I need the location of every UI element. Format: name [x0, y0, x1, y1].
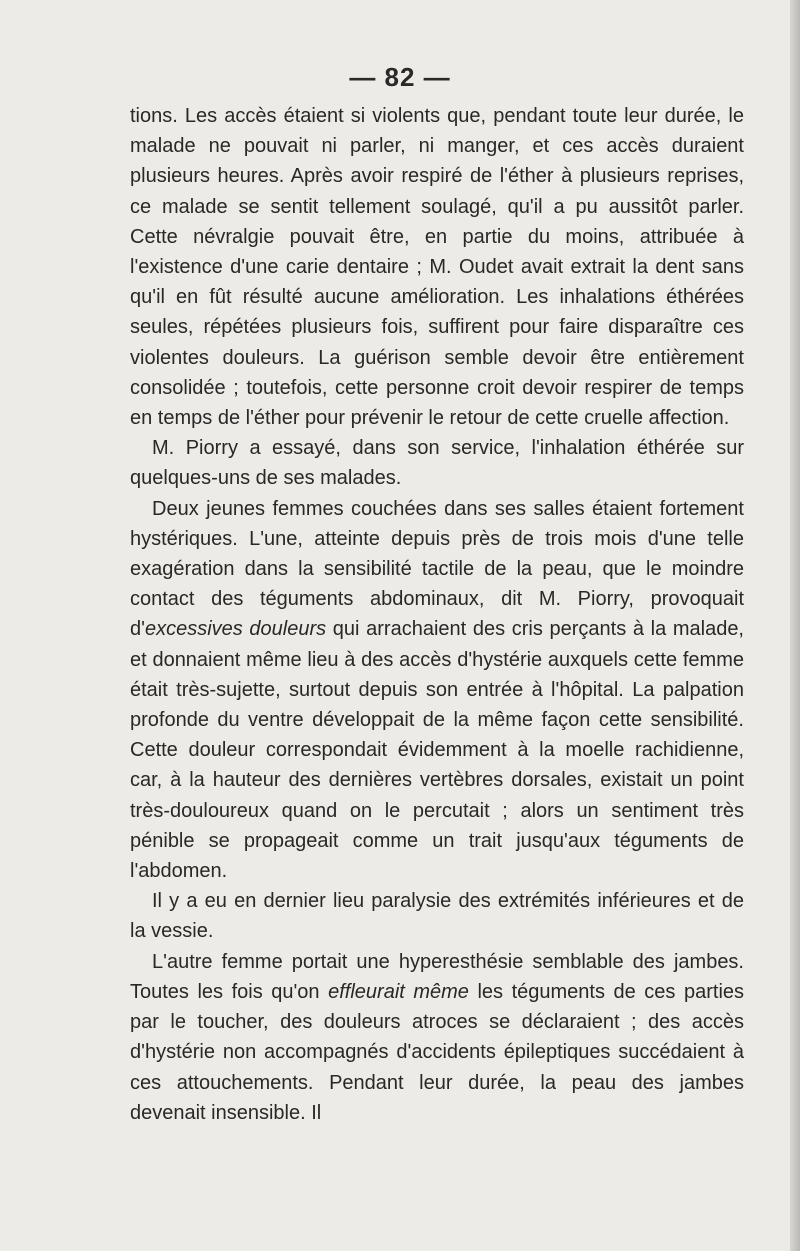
page-edge-shadow [790, 0, 800, 1251]
text-run: qui arrachaient des cris perçants à la malade, et donnaient même lieu à des accès d'hystérie auxquels cette femme était très-sujette, surtout depuis son entrée à l'hôpital. La palpation profonde du ventre développait de la même façon cette sensibilité. Cette douleur correspondait évidemment à la moelle rachidienne, car, à la hauteur des dernières vertèbres dorsales, existait un point très-douloureux quand on le percutait ; alors un sentiment très pénible se propageait comme un trait jusqu'aux téguments de l'abdomen. [130, 618, 744, 883]
page-number: — 82 — [349, 62, 451, 92]
text-run: tions. Les accès étaient si violents que, pendant toute leur durée, le malade ne pouvait ni parler, ni manger, et ces accès duraient plusieurs heures. Après avoir respiré de l'éther à plusieurs reprises, ce malade se sentit tellement soulagé, qu'il a pu aussitôt parler. Cette névralgie pouvait être, en partie du moins, attribuée à l'existence d'une carie dentaire ; M. Oudet avait extrait la dent sans qu'il en fût résulté aucune amélioration. Les inhalations éthérées seules, répétées plusieurs fois, suffirent pour faire disparaître ces violentes douleurs. La guérison semble devoir être entièrement consolidée ; toutefois, cette personne croit devoir respirer de temps en temps de l'éther pour prévenir le retour de cette cruelle affection. [130, 105, 744, 430]
text-run: Deux jeunes femmes couchées dans ses salles étaient fortement hystériques. L'une, atteinte depuis près de trois mois d'une telle exagération dans la sensibilité tactile de la peau, que le moindre contact des téguments abdominaux, dit M. Piorry, provoquait d' [130, 497, 744, 641]
italic-text-run: effleurait même [328, 980, 469, 1003]
body-text [130, 101, 744, 1128]
text-run: L'autre femme portait une hyperesthésie semblable des jambes. Toutes les fois qu'on [130, 950, 744, 1003]
paragraph-4 [130, 886, 744, 946]
text-run: les téguments de ces parties par le toucher, des douleurs atroces se déclaraient ; des accès d'hystérie non accompagnés d'accidents épileptiques succédaient à ces attouchements. Pendant leur durée, la peau des jambes devenait insensible. Il [130, 980, 745, 1124]
text-run: Il y a eu en dernier lieu paralysie des extrémités inférieures et de la vessie. [130, 890, 744, 943]
paragraph-2 [130, 433, 744, 493]
italic-text-run: excessives douleurs [144, 618, 327, 641]
text-run: M. Piorry a essayé, dans son service, l'inhalation éthérée sur quelques-uns de ses malades. [130, 437, 744, 490]
paragraph-3 [130, 494, 744, 887]
paragraph-5 [130, 947, 744, 1128]
paragraph-1 [130, 101, 744, 433]
